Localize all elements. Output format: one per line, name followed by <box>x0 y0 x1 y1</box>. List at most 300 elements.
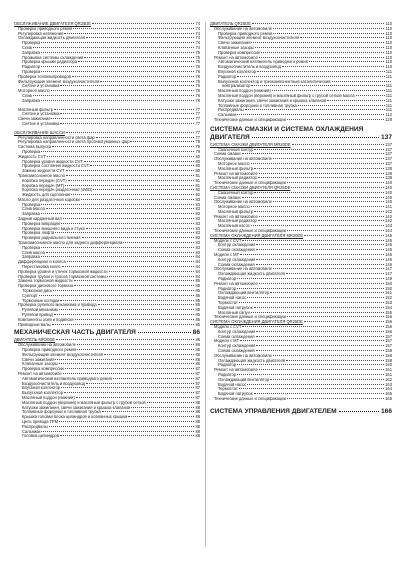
entry-page-number: 142 <box>385 214 392 219</box>
dot-leader <box>254 168 384 169</box>
dot-leader <box>254 393 385 394</box>
dot-leader <box>131 407 194 408</box>
entry-title: Система выпуска <box>18 145 52 150</box>
dot-leader <box>240 340 384 341</box>
entry-page-number: 145 <box>385 238 392 243</box>
entry-title: Схема охлаждения <box>218 248 255 253</box>
entry-title: Замена жидкости CVT <box>22 169 65 174</box>
dot-leader <box>287 230 384 231</box>
entry-page-number: 160 <box>385 363 392 368</box>
section-page-number: 166 <box>380 407 392 415</box>
entry-title: Технические данные и спецификации <box>214 396 286 401</box>
entry-title: Проверка трубок и тросов тормозной системы <box>18 274 107 279</box>
entry-title: Жидкость для сцепления <box>22 193 71 198</box>
dot-leader <box>242 197 385 198</box>
dot-leader <box>332 81 392 82</box>
entry-page-number: 87 <box>195 371 200 376</box>
entry-title: Коробка передач (CVT) <box>22 178 67 183</box>
entry-page-number: 144 <box>385 229 392 234</box>
dot-leader <box>251 206 384 207</box>
dot-leader <box>65 368 195 369</box>
dot-leader <box>273 355 384 356</box>
entry-page-number: 76 <box>195 89 200 94</box>
entry-page-number: 145 <box>385 233 392 238</box>
section-title-line-2-row <box>210 134 392 142</box>
entry-title: Регулировка направленности света фар <box>18 135 95 140</box>
entry-page-number: 138 <box>385 166 392 171</box>
entry-page-number: 111 <box>385 103 392 108</box>
dot-leader <box>273 268 384 269</box>
dot-leader <box>256 249 385 250</box>
entry-title: Приводные валы <box>18 322 51 327</box>
entry-title: Обслуживание на автомобиле <box>214 26 272 31</box>
entry-page-number: 75 <box>195 50 200 55</box>
dot-leader <box>247 297 384 298</box>
entry-page-number: 165 <box>385 392 392 397</box>
entry-title: Водяной насос <box>218 382 247 387</box>
dot-leader <box>259 283 384 284</box>
entry-title: Тормозные колодки <box>22 298 60 303</box>
entry-page-number: 83 <box>195 241 200 246</box>
entry-page-number: 145 <box>385 243 392 248</box>
dot-leader <box>59 421 194 422</box>
entry-title: Проверка компрессии <box>218 50 260 55</box>
dot-leader <box>96 137 195 138</box>
dot-leader <box>273 201 384 202</box>
entry-page-number: 83 <box>195 217 200 222</box>
entry-page-number: 138 <box>385 176 392 181</box>
entry-page-number: 156 <box>385 329 392 334</box>
entry-title: Модели с MT <box>214 253 240 258</box>
entry-page-number: 155 <box>385 310 392 315</box>
entry-title: Слив <box>22 45 32 50</box>
dot-leader <box>75 319 195 320</box>
entry-title: Масляный радиатор <box>218 219 257 224</box>
entry-page-number: 74 <box>195 45 200 50</box>
dot-leader <box>254 211 384 212</box>
toc-entry[interactable] <box>14 323 200 328</box>
entry-page-number: 79 <box>195 149 200 154</box>
entry-title: Заправка <box>22 255 40 260</box>
dot-leader <box>61 223 195 224</box>
entry-page-number: 83 <box>195 236 200 241</box>
entry-title: Модели с CVT <box>214 238 242 243</box>
dot-leader <box>102 411 195 412</box>
entry-page-number: 137 <box>385 142 392 147</box>
entry-page-number: 156 <box>385 320 392 325</box>
entry-page-number: 110 <box>385 22 392 26</box>
dot-leader <box>41 52 195 53</box>
entry-title: Регулировка натяжения <box>18 31 64 36</box>
dot-leader <box>90 165 194 166</box>
entry-page-number: 145 <box>385 248 392 253</box>
entry-title: Коробка передач раздаточная (4WD) <box>22 188 93 193</box>
entry-page-number: 165 <box>385 396 392 401</box>
dot-leader <box>64 392 194 393</box>
entry-title: Автоматический натяжитель приводного ремня <box>22 376 112 381</box>
dot-leader <box>259 216 384 217</box>
dot-leader <box>41 151 194 152</box>
entry-page-number: 83 <box>195 245 200 250</box>
dot-leader <box>339 411 379 412</box>
entry-page-number: 86 <box>195 352 200 357</box>
entry-title: Ремонт на автомобиле <box>214 171 258 176</box>
dot-leader <box>270 292 384 293</box>
entry-page-number: 111 <box>385 108 392 113</box>
entry-title: Свечи зажигания <box>22 357 55 362</box>
dot-leader <box>258 220 384 221</box>
entry-page-number: 88 <box>195 400 200 405</box>
entry-title: Моторное масло <box>218 161 250 166</box>
entry-page-number: 83 <box>195 197 200 202</box>
entry-title: Схема охлаждения <box>218 262 255 267</box>
entry-title: Радиатор <box>218 363 237 368</box>
dot-leader <box>63 218 195 219</box>
entry-page-number: 137 <box>385 161 392 166</box>
dot-leader <box>41 256 195 257</box>
dot-leader <box>254 192 384 193</box>
dot-leader <box>273 33 384 34</box>
dot-leader <box>66 175 194 176</box>
entry-page-number: 164 <box>385 387 392 392</box>
entry-title: Проверка рулевого механизма и привода <box>18 303 97 308</box>
dot-leader <box>60 300 194 301</box>
dot-leader <box>64 33 194 34</box>
entry-title: ДВИГАТЕЛЬ MR20DE <box>14 338 56 343</box>
entry-page-number: 81 <box>195 178 200 183</box>
entry-title: Обслуживание на автомобиле <box>18 343 76 348</box>
entry-title: Слив масла <box>22 250 45 255</box>
dot-leader <box>53 290 194 291</box>
dot-leader <box>272 90 385 91</box>
entry-title: Проверка <box>22 41 41 46</box>
entry-page-number: 140 <box>385 190 392 195</box>
dot-leader <box>237 288 384 289</box>
entry-title: Схема смазки <box>214 195 241 200</box>
dot-leader <box>147 402 195 403</box>
dot-leader <box>84 161 195 162</box>
dot-leader <box>258 177 384 178</box>
entry-page-number: 84 <box>195 269 200 274</box>
entry-page-number: 83 <box>195 221 200 226</box>
dot-leader <box>60 123 194 124</box>
entry-page-number: 82 <box>195 188 200 193</box>
dot-leader <box>67 261 195 262</box>
entry-title: Охлаждающий вентилятор <box>218 291 270 296</box>
entry-title: Воздухоочиститель и воздуховод <box>22 381 85 386</box>
entry-title: Водяной патрубок <box>218 305 253 310</box>
dot-leader <box>287 398 384 399</box>
dot-leader <box>63 373 195 374</box>
entry-title: Масляный фильтр <box>218 166 254 171</box>
entry-page-number: 85 <box>195 289 200 294</box>
dot-leader <box>256 244 384 245</box>
dot-leader <box>252 137 379 138</box>
entry-page-number: 111 <box>385 98 392 103</box>
dot-leader <box>66 132 194 133</box>
entry-page-number: 76 <box>195 65 200 70</box>
entry-page-number: 110 <box>385 65 392 70</box>
entry-page-number: 74 <box>195 36 200 41</box>
dot-leader <box>55 359 194 360</box>
entry-title: Проверка <box>22 245 41 250</box>
entry-title: Масло для раздаточной коробки <box>18 197 80 202</box>
entry-title: Масляный насос <box>218 224 250 229</box>
entry-title: Обслуживание на автомобиле <box>214 353 272 358</box>
entry-page-number: 151 <box>385 291 392 296</box>
entry-title: Катушки зажигания, свечи зажигания и крышка клапанов <box>22 405 131 410</box>
entry-page-number: 88 <box>195 415 200 420</box>
dot-leader <box>251 85 384 86</box>
entry-page-number: 111 <box>385 93 392 98</box>
entry-page-number: 85 <box>195 284 200 289</box>
entry-page-number: 84 <box>195 255 200 260</box>
entry-title: Обслуживание на автомобиле <box>214 157 272 162</box>
section-page-number: 137 <box>380 133 392 141</box>
entry-page-number: 157 <box>385 339 392 344</box>
dot-leader <box>49 426 195 427</box>
toc-section-heading[interactable] <box>210 408 392 416</box>
dot-leader <box>356 95 385 96</box>
entry-title: Рулевой привод <box>22 313 53 318</box>
dot-leader <box>256 264 385 265</box>
entry-title: Проверка приводного ремня <box>22 348 77 352</box>
dot-leader <box>123 242 194 243</box>
entry-page-number: 163 <box>385 382 392 387</box>
entry-title: Моторное масло <box>218 205 250 210</box>
dot-leader <box>41 66 194 67</box>
dot-leader <box>237 278 384 279</box>
entry-page-number: 83 <box>195 207 200 212</box>
toc-entry[interactable] <box>210 118 392 123</box>
dot-leader <box>60 85 194 86</box>
entry-title: Проверка приводного ремня <box>18 26 73 31</box>
entry-page-number: 156 <box>385 315 392 320</box>
entry-title: Заправка <box>22 50 40 55</box>
entry-page-number: 88 <box>195 410 200 415</box>
entry-title: Суппорт <box>22 293 38 298</box>
dot-leader <box>254 307 385 308</box>
entry-page-number: 87 <box>195 386 200 391</box>
entry-title: Контур охлаждения <box>218 257 256 262</box>
entry-title: СИСТЕМА ОХЛАЖДЕНИЯ ДВИГАТЕЛЯ MR20DE <box>210 233 304 238</box>
entry-page-number: 88 <box>195 424 200 429</box>
entry-page-number: 87 <box>195 395 200 400</box>
entry-title: Технические данные и спецификации <box>214 229 286 234</box>
dot-leader <box>109 271 195 272</box>
entry-title: Проверка дискового тормоза <box>18 284 74 289</box>
dot-leader <box>259 369 384 370</box>
section-title-line-1: СИСТЕМА СМАЗКИ И СИСТЕМА ОХЛАЖДЕНИЯ <box>210 125 364 133</box>
dot-leader <box>287 182 384 183</box>
dot-leader <box>247 384 384 385</box>
dot-leader <box>239 302 384 303</box>
entry-title: Обслуживание на автомобиле <box>214 267 272 272</box>
entry-page-number: 142 <box>385 209 392 214</box>
entry-title: Водяной насос <box>218 296 247 301</box>
dot-leader <box>130 141 194 142</box>
entry-title: Масляный фильтр <box>218 209 254 214</box>
entry-page-number: 76 <box>195 93 200 98</box>
entry-page-number: 79 <box>195 145 200 150</box>
dot-leader <box>287 119 384 120</box>
entry-title: Ремонт на автомобиле <box>214 281 258 286</box>
dot-leader <box>41 204 194 205</box>
entry-page-number: 111 <box>385 89 392 94</box>
entry-page-number: 143 <box>385 224 392 229</box>
dot-leader <box>273 158 384 159</box>
entry-page-number: 77 <box>195 112 200 117</box>
entry-title: Сальники <box>22 429 41 434</box>
entry-page-number: 86 <box>195 348 200 352</box>
spacer <box>210 402 392 406</box>
entry-title: Проверка уровня и утечек тормозной жидкости <box>18 269 108 274</box>
entry-title: СИСТЕМА ОХЛАЖДЕНИЯ ДВИГАТЕЛЯ QR25DE <box>210 320 303 325</box>
toc-entry[interactable] <box>14 434 200 439</box>
entry-title: Масляный поддон (нижний) <box>22 395 75 400</box>
entry-page-number: 88 <box>195 419 200 424</box>
entry-title: Технические данные и спецификации <box>214 315 286 320</box>
entry-page-number: 149 <box>385 277 392 282</box>
dot-leader <box>309 61 385 62</box>
entry-title: СИСТЕМА СМАЗКИ ДВИГАТЕЛЯ MR20DE <box>210 142 291 147</box>
entry-title: Топливные форсунки и топливная трубка <box>218 103 297 108</box>
dot-leader <box>291 187 384 188</box>
entry-page-number: 137 <box>385 157 392 162</box>
entry-title: Технические данные и спецификации <box>214 117 286 122</box>
dot-leader <box>51 118 194 119</box>
section-title-line-2: ДВИГАТЕЛЯ <box>210 133 250 141</box>
entry-title: Дифференциал и колеса <box>18 260 66 265</box>
toc-section-heading[interactable] <box>210 126 392 142</box>
entry-title: Заправка <box>22 212 40 217</box>
dot-leader <box>304 321 384 322</box>
dot-leader <box>138 332 191 333</box>
entry-title: Проверка люфта <box>22 231 55 236</box>
dot-leader <box>77 349 194 350</box>
entry-title: Масляный поддон (верхний) и масляный фильтр с грубой сеткой <box>22 400 146 405</box>
entry-title: Радиатор <box>218 74 237 79</box>
entry-page-number: 142 <box>385 219 392 224</box>
entry-page-number: 74 <box>195 41 200 46</box>
entry-title: Проверка вибрации <box>22 221 60 226</box>
entry-title: Трансмиссионное масло для заднего дифференциала <box>18 241 123 246</box>
entry-title: ОБСЛУЖИВАНИЕ ШАССИ <box>14 130 65 135</box>
dot-leader <box>240 254 384 255</box>
toc-section-heading[interactable] <box>14 329 200 337</box>
dot-leader <box>66 170 195 171</box>
dot-leader <box>242 153 385 154</box>
dot-leader <box>76 397 195 398</box>
entry-page-number: 150 <box>385 281 392 286</box>
entry-page-number: 80 <box>195 169 200 174</box>
dot-leader <box>287 316 384 317</box>
entry-page-number: 85 <box>195 298 200 303</box>
entry-title: Воздухоочиститель и воздуховод <box>218 65 281 70</box>
dot-leader <box>237 114 384 115</box>
entry-page-number: 84 <box>195 260 200 265</box>
entry-page-number: 140 <box>385 200 392 205</box>
entry-title: Смазочный контур <box>218 147 254 152</box>
entry-page-number: 161 <box>385 372 392 377</box>
entry-page-number: 85 <box>195 303 200 308</box>
dot-leader <box>41 71 194 72</box>
entry-title: Радиатор <box>218 286 237 291</box>
entry-title: Масляный поддон (нижний) <box>218 89 271 94</box>
section-title: СИСТЕМА УПРАВЛЕНИЯ ДВИГАТЕЛЕМ <box>210 407 337 415</box>
entry-title: Охлаждающая жидкость двигателя <box>18 36 86 41</box>
entry-title: Головка цилиндров <box>22 434 59 439</box>
entry-page-number: 74 <box>195 22 200 26</box>
entry-title: Задний карданный вал <box>18 217 62 222</box>
entry-title: Впускной коллектор <box>22 386 61 391</box>
dot-leader <box>71 194 194 195</box>
dot-leader <box>245 109 385 110</box>
entry-page-number: 76 <box>195 74 200 79</box>
entry-page-number: 110 <box>385 31 392 36</box>
dot-leader <box>254 149 384 150</box>
entry-title: Проверка состояния жидкости CVT <box>22 164 90 169</box>
dot-leader <box>86 383 195 384</box>
toc-column-left <box>14 22 200 439</box>
dot-leader <box>55 232 194 233</box>
dot-leader <box>256 331 384 332</box>
entry-page-number: 140 <box>385 185 392 190</box>
entry-title: Фильтрующий элемент воздухоочистителя <box>18 79 100 84</box>
entry-title: Контур охлаждения <box>218 344 256 349</box>
dot-leader <box>74 280 195 281</box>
dot-leader <box>59 309 195 310</box>
entry-page-number: 76 <box>195 79 200 84</box>
dot-leader <box>60 113 194 114</box>
entry-title: Моторное масло <box>18 89 50 94</box>
section-page-number: 86 <box>192 329 200 337</box>
dot-leader <box>72 76 195 77</box>
entry-page-number: 77 <box>195 121 200 126</box>
entry-title: Проверка <box>22 149 41 154</box>
dot-leader <box>286 273 384 274</box>
entry-title: нейтрализатор <box>222 84 251 89</box>
entry-page-number: 76 <box>195 69 200 74</box>
dot-leader <box>98 304 195 305</box>
dot-leader <box>298 105 385 106</box>
entry-page-number: 82 <box>195 193 200 198</box>
entry-title: Замена тормозной жидкости <box>18 279 73 284</box>
dot-leader <box>273 28 385 29</box>
entry-page-number: 78 <box>195 140 200 145</box>
dot-leader <box>128 416 194 417</box>
entry-title: Выпускной коллектор <box>22 391 63 396</box>
dot-leader <box>33 47 195 48</box>
entry-page-number: 76 <box>195 84 200 89</box>
dot-leader <box>270 379 384 380</box>
entry-title: Цепь привода ГРМ <box>22 419 59 424</box>
entry-title: Крышка головки блока цилиндров и клапанных крышки <box>22 415 128 420</box>
entry-page-number: 153 <box>385 301 392 306</box>
entry-title: Слив <box>22 93 32 98</box>
dot-leader <box>257 71 385 72</box>
entry-page-number: 83 <box>195 226 200 231</box>
entry-title: Распредвалы <box>218 108 244 113</box>
dot-leader <box>93 189 194 190</box>
dot-leader <box>237 364 384 365</box>
entry-page-number: 111 <box>385 74 392 79</box>
entry-page-number: 85 <box>195 317 200 322</box>
entry-page-number: 87 <box>195 391 200 396</box>
entry-page-number: 88 <box>195 434 200 439</box>
entry-title: Проверка компрессии <box>22 367 64 372</box>
entry-page-number: 88 <box>195 405 200 410</box>
